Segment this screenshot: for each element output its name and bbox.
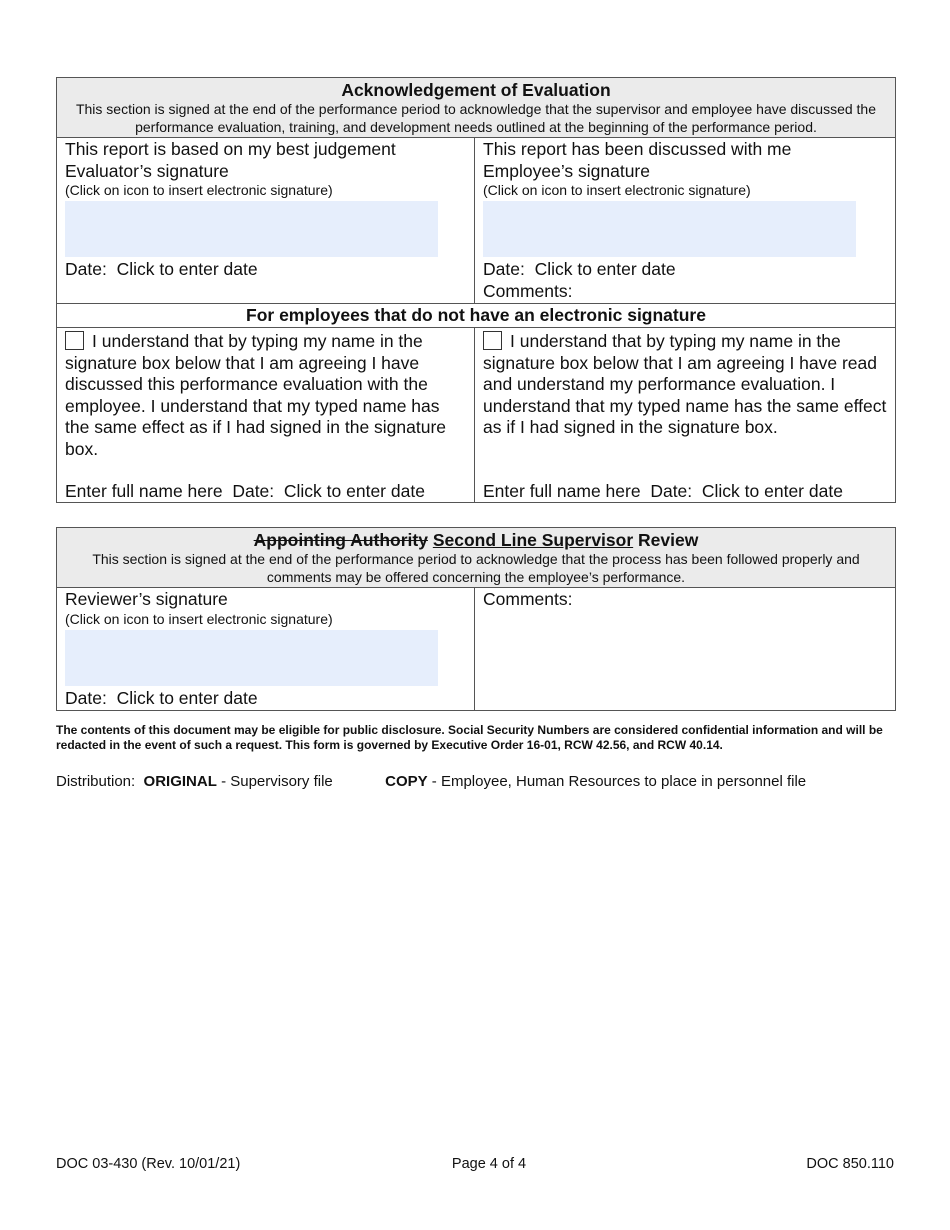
acknowledgement-title: Acknowledgement of Evaluation: [341, 80, 611, 100]
evaluator-signature-field[interactable]: [65, 201, 438, 257]
reviewer-signature-cell: [57, 588, 475, 711]
evaluator-date-label: Date:: [65, 259, 107, 279]
reviewer-signature-field[interactable]: [65, 630, 438, 686]
supervisor-typed-signature-cell: [57, 328, 475, 503]
reviewer-date-label: Date:: [65, 687, 107, 708]
review-header: [57, 528, 896, 588]
reviewer-date-row: [65, 688, 466, 710]
evaluator-date-picker[interactable]: Click to enter date: [116, 259, 258, 279]
employee-signature-field[interactable]: [483, 201, 856, 257]
review-comments-label: Comments:: [483, 589, 573, 609]
distribution-line: [56, 773, 806, 791]
review-title: [63, 530, 889, 550]
employee-date-label: Date:: [483, 259, 525, 279]
footer-form-number: DOC 03-430 (Rev. 10/01/21): [56, 1156, 241, 1172]
employee-date-picker[interactable]: Click to enter date: [534, 259, 676, 279]
employee-attest-text-row: [483, 331, 887, 439]
review-comments-cell[interactable]: [475, 588, 896, 711]
reviewer-signature-hint: (Click on icon to insert electronic signature): [65, 610, 333, 627]
evaluator-signature-label: Evaluator’s signature: [65, 160, 229, 181]
footer-policy-number: DOC 850.110: [806, 1156, 894, 1172]
supervisor-attest-text-row: [65, 331, 466, 460]
supervisor-attest-text: I understand that by typing my name in the signature box below that I am agreeing I have discussed this performance evaluation with the employee. I understand that my typed name has the same effect as if I had signed in the signature box.: [65, 331, 447, 459]
employee-date-row: [483, 259, 887, 281]
employee-signature-label: Employee’s signature: [483, 160, 650, 181]
distribution-original: ORIGINAL: [143, 773, 217, 790]
supervisor-typed-name-row: [65, 481, 425, 503]
employee-attest-checkbox[interactable]: [483, 331, 502, 350]
reviewer-date-picker[interactable]: Click to enter date: [116, 687, 258, 708]
employee-typed-name-row: [483, 481, 843, 503]
public-disclosure-notice: The contents of this document may be eligible for public disclosure. Social Security Numbers are considered confidential information and will be redacted in the event of such a request. This form is governed by Executive Order 16-01, RCW 42.56, and RCW 40.14.: [56, 723, 883, 752]
review-title-struck: Appointing Authority: [253, 530, 428, 550]
distribution-label: Distribution:: [56, 773, 136, 790]
acknowledgement-section: [56, 77, 896, 503]
reviewer-signature-label: Reviewer’s signature: [65, 589, 228, 609]
footer-page-number: Page 4 of 4: [451, 1156, 527, 1172]
supervisor-attest-checkbox[interactable]: [65, 331, 84, 350]
acknowledgement-header: [57, 78, 896, 138]
employee-typed-date-label: Date:: [650, 480, 693, 501]
review-section: [56, 527, 896, 711]
employee-full-name-input[interactable]: Enter full name here: [483, 480, 641, 501]
employee-statement: This report has been discussed with me: [483, 139, 792, 159]
review-title-underlined: Second Line Supervisor: [432, 530, 634, 550]
acknowledgement-description: This section is signed at the end of the performance period to acknowledge that the supervisor and employee have discussed the performance evaluation, training, and development needs outlined at the beginning of the performance period.: [75, 101, 877, 135]
employee-typed-signature-cell: [475, 328, 896, 503]
supervisor-typed-date-label: Date:: [232, 480, 275, 501]
evaluator-signature-hint: (Click on icon to insert electronic signature): [65, 182, 333, 198]
supervisor-full-name-input[interactable]: Enter full name here: [65, 480, 223, 501]
employee-comments-field[interactable]: Comments:: [483, 280, 573, 301]
evaluator-statement: This report is based on my best judgement: [65, 139, 396, 159]
supervisor-typed-date-picker[interactable]: Click to enter date: [283, 480, 425, 501]
distribution-original-text: - Supervisory file: [221, 773, 333, 790]
employee-typed-date-picker[interactable]: Click to enter date: [701, 480, 843, 501]
evaluator-signature-cell: [57, 138, 475, 304]
evaluator-date-row: [65, 259, 466, 281]
review-title-rest: Review: [638, 530, 699, 550]
employee-attest-text: I understand that by typing my name in the signature box below that I am agreeing I have read and understand my performance evaluation. I understand that my typed name has the same effect as if I had signed in the signature box.: [483, 331, 887, 437]
distribution-copy: COPY: [385, 773, 428, 790]
employee-signature-cell: [475, 138, 896, 304]
no-esignature-header: For employees that do not have an electronic signature: [57, 304, 896, 328]
review-description: This section is signed at the end of the performance period to acknowledge that the process has been followed properly and comments may be offered concerning the employee’s performance.: [92, 551, 860, 585]
employee-signature-hint: (Click on icon to insert electronic signature): [483, 182, 751, 198]
distribution-copy-text: - Employee, Human Resources to place in personnel file: [431, 773, 807, 790]
